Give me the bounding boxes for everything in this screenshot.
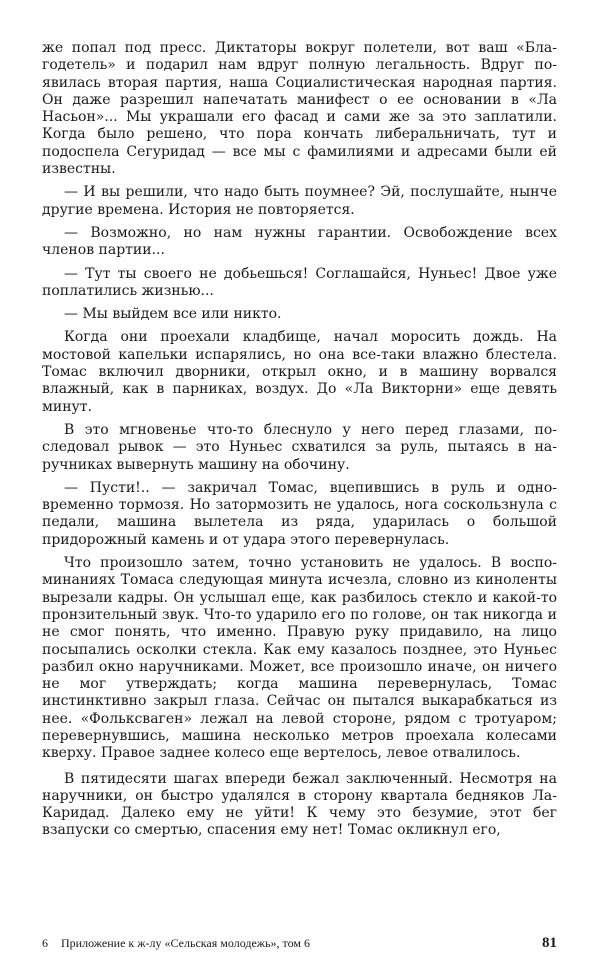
paragraph-2: — И вы решили, что надо быть поумнее? Эй, послушайте, нынче другие времена. История не повторяется. <box>42 184 557 218</box>
paragraph-8: — Пусти!.. — закричал Томас, вцепившись в руль и одновременно тормозя. Но затормозить не удалось, нога соскользнула с педали, машина вылетела из ряда, ударилась о большой придорожный камень и от удара этого перевернулась. <box>42 479 557 548</box>
paragraph-1: же попал под пресс. Диктаторы вокруг полетели, вот ваш «Благодетель» и подарил нам вдруг полную легальность. Вдруг появилась вторая партия, наша Социалистическая народная партия. Он даже разрешил напечатать манифест о ее основании в «Ла Насьон»... Мы украшали его фасад и сами же за это заплатили. Когда было решено, что пора кончать либеральничать, тут и подоспела Сегуридад — все мы с фамилиями и адресами были ей известны. <box>42 40 557 178</box>
paragraph-6: Когда они проехали кладбище, начал моросить дождь. На мостовой капельки испарялись, но она все-таки влажно блестела. Томас включил дворники, открыл окно, и в машину ворвался влажный, как в парниках, воздух. До «Ла Викторни» еще девять минут. <box>42 329 557 415</box>
paragraph-7: В это мгновенье что-то блеснуло у него перед глазами, последовал рывок — это Нуньес схватился за руль, пытаясь в наручниках вывернуть машину на обочину. <box>42 421 557 473</box>
page-footer <box>42 935 557 952</box>
page-number: 81 <box>542 935 557 951</box>
paragraph-9: Что произошло затем, точно установить не удалось. В воспоминаниях Томаса следующая минута исчезла, словно из киноленты вырезали кадры. Он услышал еще, как разбилось стекло и какой-то пронзительный звук. Что-то ударило его по голове, он так никогда и не смог понять, что именно. Правую руку придавило, на лицо посыпались осколки стекла. Как ему казалось позднее, это Нуньес разбил окно наручниками. Может, все произошло иначе, он ничего не мог утверждать; когда машина перевернулась, Томас инстинктивно закрыл глаза. Сейчас он пытался выкарабкаться из нее. «Фольксваген» лежал на левой стороне, рядом с тротуаром; перевернувшись, машина несколько метров проехала колесами кверху. Правое заднее колесо еще вертелось, левое отвалилось. <box>42 555 557 762</box>
paragraph-5: — Мы выйдем все или никто. <box>64 306 282 323</box>
signature-number: 6 <box>42 936 48 950</box>
paragraph-4: — Тут ты своего не добьешься! Соглашайся, Нуньес! Двое уже поплатились жизнью... <box>42 265 557 299</box>
signature-line <box>42 936 310 951</box>
signature-text: Приложение к ж-лу «Сельская молодежь», том 6 <box>61 936 310 950</box>
paragraph-3: — Возможно, но нам нужны гарантии. Освобождение всех членов партии... <box>42 224 557 259</box>
paragraph-10: В пятидесяти шагах впереди бежал заключенный. Несмотря на наручники, он быстро удалялся в сторону квартала бедняков Ла-Каридад. Далеко ему не уйти! К чему это безумие, этот бег взапуски со смертью, спасения ему нет! Томас окликнул его, <box>42 770 557 839</box>
body-text <box>42 40 557 840</box>
